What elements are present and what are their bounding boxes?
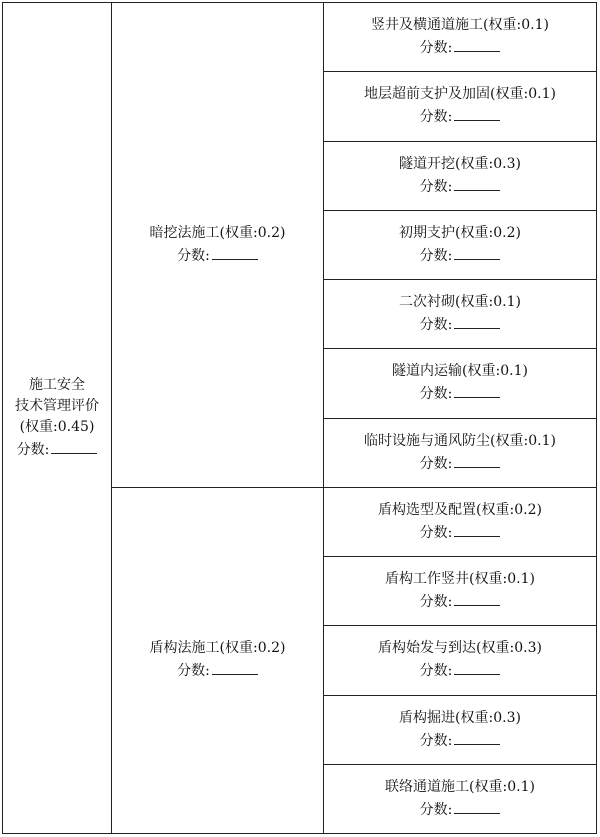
item-criterion-cell — [324, 487, 597, 556]
group-score — [116, 244, 319, 267]
item-criterion-cell — [324, 72, 597, 141]
score-label: 分数: — [419, 801, 453, 818]
item-score — [328, 244, 592, 267]
item-score — [328, 175, 592, 198]
item-title: 盾构掘进(权重:0.3) — [399, 709, 521, 726]
root-title-line: 技术管理评价 — [15, 398, 99, 414]
item-criterion-cell — [324, 764, 597, 833]
score-label: 分数: — [419, 663, 453, 680]
score-label: 分数: — [177, 247, 210, 264]
item-score — [328, 105, 592, 128]
group-title: 盾构法施工(权重:0.2) — [149, 640, 286, 657]
item-criterion-cell — [324, 626, 597, 695]
score-label: 分数: — [419, 247, 453, 264]
score-label: 分数: — [419, 40, 453, 57]
item-criterion-cell — [324, 557, 597, 626]
item-criterion-cell — [324, 349, 597, 418]
item-title: 隧道内运输(权重:0.1) — [392, 363, 528, 380]
group-criterion-cell — [112, 487, 324, 833]
score-blank-field[interactable] — [454, 313, 500, 329]
item-score — [328, 798, 592, 821]
root-title-line: 施工安全 — [29, 377, 85, 393]
item-criterion-cell — [324, 210, 597, 279]
root-score — [7, 438, 107, 461]
score-label: 分数: — [419, 732, 453, 749]
item-title: 临时设施与通风防尘(权重:0.1) — [364, 432, 556, 449]
score-blank-field[interactable] — [454, 36, 500, 52]
score-blank-field[interactable] — [454, 105, 500, 121]
score-label: 分数: — [419, 524, 453, 541]
score-blank-field[interactable] — [454, 659, 500, 675]
item-score — [328, 313, 592, 336]
group-criterion-cell — [112, 3, 324, 488]
score-label: 分数: — [419, 386, 453, 403]
score-blank-field[interactable] — [454, 521, 500, 537]
item-score — [328, 659, 592, 682]
item-criterion-cell — [324, 280, 597, 349]
item-score — [328, 382, 592, 405]
score-blank-field[interactable] — [454, 729, 500, 745]
item-title: 盾构选型及配置(权重:0.2) — [378, 501, 542, 518]
item-criterion-cell — [324, 3, 597, 72]
group-score — [116, 659, 319, 682]
item-criterion-cell — [324, 141, 597, 210]
score-label: 分数: — [16, 442, 50, 458]
item-score — [328, 590, 592, 613]
item-title: 初期支护(权重:0.2) — [399, 224, 521, 241]
item-title: 二次衬砌(权重:0.1) — [399, 294, 521, 311]
item-criterion-cell — [324, 695, 597, 764]
item-criterion-cell — [324, 418, 597, 487]
item-score — [328, 452, 592, 475]
item-score — [328, 729, 592, 752]
item-title: 隧道开挖(权重:0.3) — [399, 155, 521, 172]
score-label: 分数: — [419, 317, 453, 334]
score-blank-field[interactable] — [454, 244, 500, 260]
score-blank-field[interactable] — [212, 244, 258, 260]
root-weight-line: (权重:0.45) — [19, 419, 95, 435]
score-blank-field[interactable] — [51, 438, 97, 454]
group-title: 暗挖法施工(权重:0.2) — [149, 224, 286, 241]
score-blank-field[interactable] — [454, 452, 500, 468]
score-blank-field[interactable] — [454, 175, 500, 191]
item-score — [328, 36, 592, 59]
item-title: 盾构始发与到达(权重:0.3) — [378, 640, 542, 657]
item-title: 地层超前支护及加固(权重:0.1) — [364, 86, 556, 103]
root-criterion-cell — [3, 3, 112, 834]
item-score — [328, 521, 592, 544]
score-blank-field[interactable] — [212, 659, 258, 675]
score-label: 分数: — [419, 594, 453, 611]
score-label: 分数: — [419, 178, 453, 195]
score-blank-field[interactable] — [454, 590, 500, 606]
item-title: 竖井及横通道施工(权重:0.1) — [371, 17, 549, 34]
table-row — [3, 3, 597, 72]
score-label: 分数: — [419, 109, 453, 126]
score-label: 分数: — [177, 663, 210, 680]
evaluation-table — [2, 2, 597, 834]
score-label: 分数: — [419, 455, 453, 472]
item-title: 联络通道施工(权重:0.1) — [385, 778, 535, 795]
score-blank-field[interactable] — [454, 798, 500, 814]
item-title: 盾构工作竖井(权重:0.1) — [385, 571, 535, 588]
score-blank-field[interactable] — [454, 382, 500, 398]
